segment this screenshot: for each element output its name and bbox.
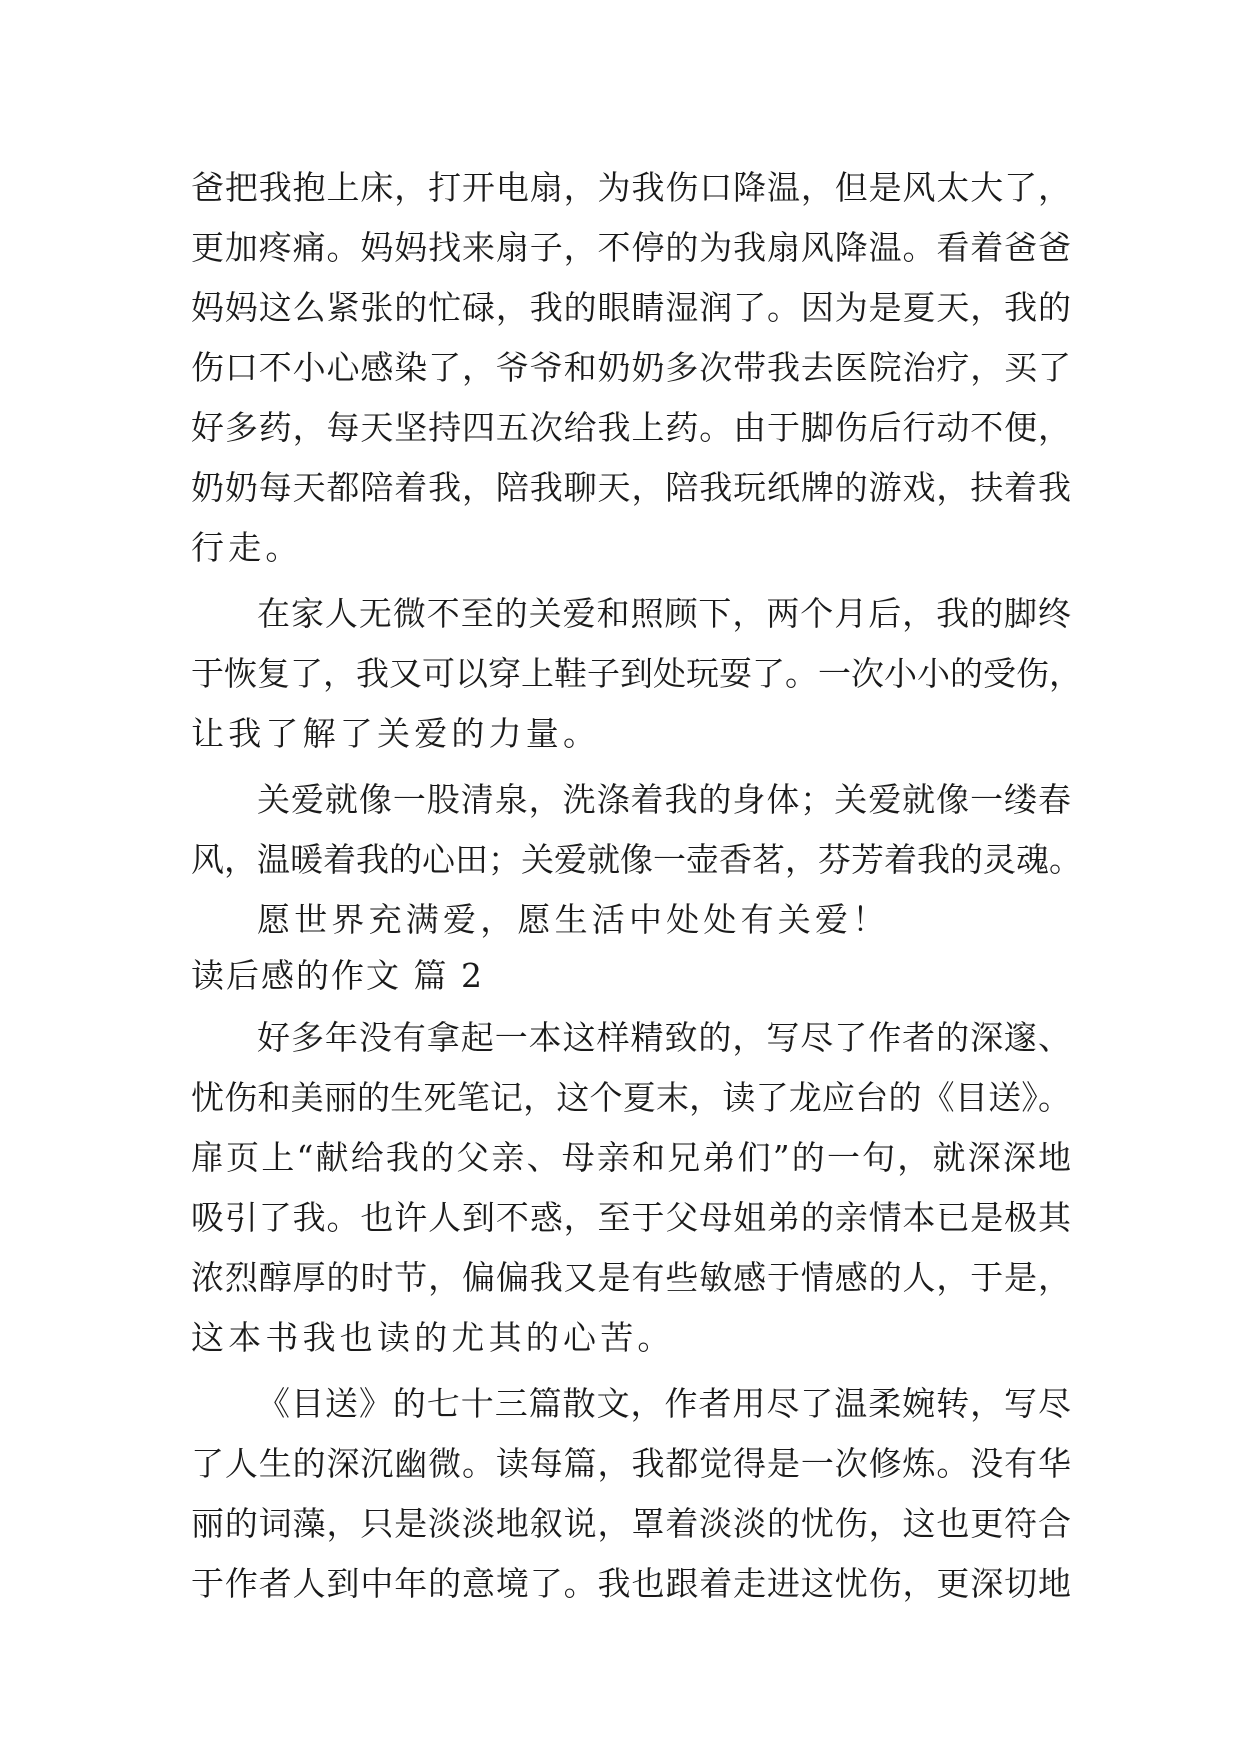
paragraph-line: 妈妈这么紧张的忙碌，我的眼睛湿润了。因为是夏天，我的 — [191, 288, 1071, 327]
paragraph-line: 丽的词藻，只是淡淡地叙说，罩着淡淡的忧伤，这也更符合 — [191, 1504, 1071, 1543]
paragraph-line: 更加疼痛。妈妈找来扇子，不停的为我扇风降温。看着爸爸 — [191, 228, 1071, 267]
paragraph-line: 了人生的深沉幽微。读每篇，我都觉得是一次修炼。没有华 — [191, 1444, 1071, 1483]
paragraph-line: 风，温暖着我的心田；关爱就像一壶香茗，芬芳着我的灵魂。 — [191, 840, 1082, 879]
paragraph-line: 好多药，每天坚持四五次给我上药。由于脚伤后行动不便， — [191, 408, 1071, 447]
paragraph-line: 爸把我抱上床，打开电扇，为我伤口降温，但是风太大了， — [191, 168, 1071, 207]
paragraph-line: 忧伤和美丽的生死笔记，这个夏末，读了龙应台的《目送》。 — [191, 1078, 1071, 1117]
paragraph-line: 吸引了我。也许人到不惑，至于父母姐弟的亲情本已是极其 — [191, 1198, 1071, 1237]
paragraph-line: 这本书我也读的尤其的心苦。 — [191, 1318, 675, 1357]
paragraph-line: 于恢复了，我又可以穿上鞋子到处玩耍了。一次小小的受伤， — [191, 654, 1082, 693]
paragraph-line: 奶奶每天都陪着我，陪我聊天，陪我玩纸牌的游戏，扶着我 — [191, 468, 1071, 507]
paragraph-line: 好多年没有拿起一本这样精致的，写尽了作者的深邃、 — [257, 1018, 1071, 1057]
paragraph-line: 伤口不小心感染了，爷爷和奶奶多次带我去医院治疗，买了 — [191, 348, 1071, 387]
paragraph-line: 让我了解了关爱的力量。 — [191, 714, 601, 753]
paragraph-line: 于作者人到中年的意境了。我也跟着走进这忧伤，更深切地 — [191, 1564, 1071, 1603]
paragraph-line: 浓烈醇厚的时节，偏偏我又是有些敏感于情感的人，于是， — [191, 1258, 1071, 1297]
paragraph-line: 行走。 — [191, 528, 303, 567]
paragraph-line: 在家人无微不至的关爱和照顾下，两个月后，我的脚终 — [257, 594, 1071, 633]
paragraph-line: 愿世界充满爱，愿生活中处处有关爱！ — [257, 900, 890, 939]
paragraph-line: 扉页上“献给我的父亲、母亲和兄弟们”的一句，就深深地 — [191, 1138, 1071, 1177]
section-heading: 读后感的作文 篇 2 — [191, 956, 484, 995]
paragraph-line: 《目送》的七十三篇散文，作者用尽了温柔婉转，写尽 — [257, 1384, 1071, 1423]
paragraph-line: 关爱就像一股清泉，洗涤着我的身体；关爱就像一缕春 — [257, 780, 1071, 819]
